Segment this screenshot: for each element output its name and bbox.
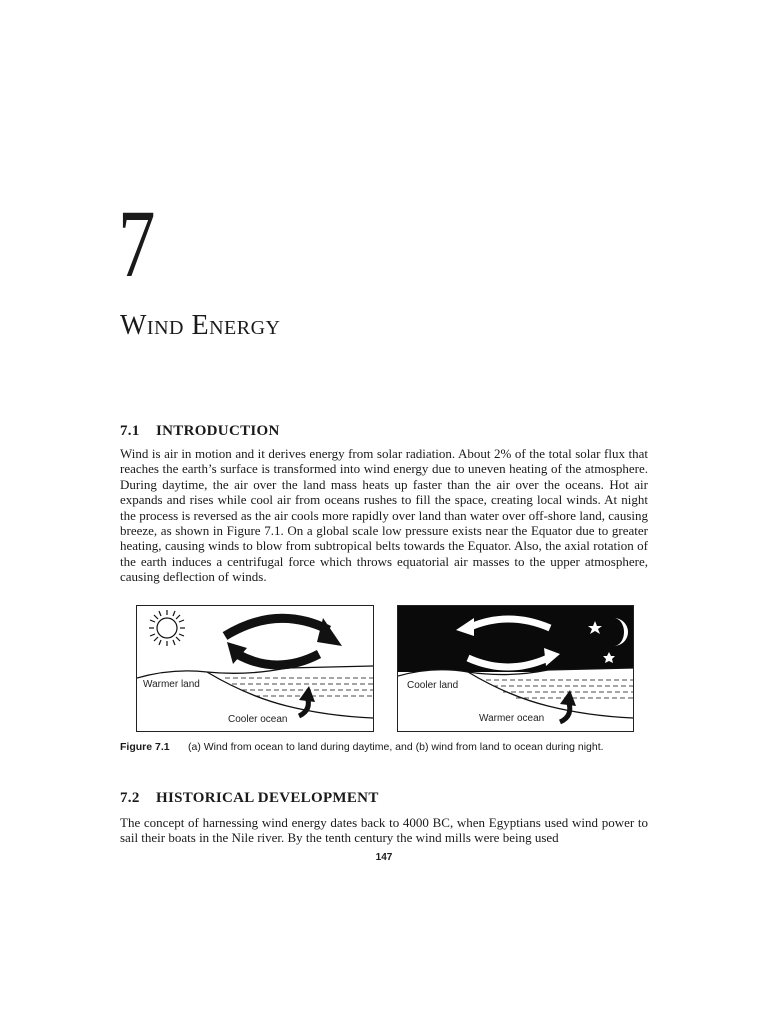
ocean-dashes bbox=[225, 678, 373, 696]
lower-wind-arrow bbox=[237, 654, 319, 665]
section-title: HISTORICAL DEVELOPMENT bbox=[156, 790, 379, 806]
section-heading-historical-development bbox=[120, 790, 379, 807]
section-number: 7.1 bbox=[120, 423, 140, 439]
night-ocean-label: Warmer ocean bbox=[479, 713, 545, 724]
star-icon bbox=[588, 621, 602, 634]
figure-caption bbox=[120, 741, 648, 754]
star-icon bbox=[603, 652, 615, 663]
chapter-number: 7 bbox=[118, 190, 156, 297]
upper-wind-arrow bbox=[468, 619, 550, 628]
page-number: 147 bbox=[375, 852, 393, 863]
day-land-label: Warmer land bbox=[143, 679, 200, 690]
coastline bbox=[207, 672, 373, 718]
day-ocean-label: Cooler ocean bbox=[228, 714, 288, 725]
land-surface bbox=[137, 666, 373, 678]
figure-panel-night bbox=[397, 605, 634, 732]
sun-icon bbox=[149, 610, 185, 646]
upper-wind-arrow bbox=[225, 618, 329, 636]
chapter-title: Wind Energy bbox=[120, 310, 281, 341]
rising-arrowhead bbox=[299, 686, 315, 702]
upper-arrowhead bbox=[456, 618, 474, 636]
lower-arrowhead bbox=[544, 648, 560, 666]
figure-caption-text: (a) Wind from ocean to land during daytime, and (b) wind from land to ocean during night. bbox=[188, 741, 604, 753]
moon-icon bbox=[614, 618, 628, 646]
historical-paragraph: The concept of harnessing wind energy dates back to 4000 BC, when Egyptians used wind power to sail their boats in the Nile river. By the tenth century the wind mills were being used bbox=[120, 815, 648, 846]
section-title: INTRODUCTION bbox=[156, 423, 280, 439]
section-heading-introduction bbox=[120, 423, 280, 440]
introduction-paragraph: Wind is air in motion and it derives energy from solar radiation. About 2% of the total solar flux that reaches the earth’s surface is transformed into wind energy due to uneven heating of the atmosphere. During daytime, the air over the land mass heats up faster than the air over the oceans. Hot air expands and rises while cool air from oceans rushes to fill the space, creating local winds. At night the process is reversed as the air cools more rapidly over land than water over off-shore land, causing breeze, as shown in Figure 7.1. On a global scale low pressure exists near the Equator due to greater heating, causing winds to blow from subtropical belts towards the Equator. Also, the axial rotation of the earth induces a centrifugal force which throws equatorial air masses to the upper atmosphere, causing deflection of winds. bbox=[120, 446, 648, 585]
figure-label: Figure 7.1 bbox=[120, 741, 170, 753]
lower-wind-arrow bbox=[468, 658, 548, 667]
section-number: 7.2 bbox=[120, 790, 140, 806]
figure-panel-day bbox=[136, 605, 374, 732]
day-illustration bbox=[137, 606, 373, 731]
night-land-label: Cooler land bbox=[407, 680, 459, 691]
